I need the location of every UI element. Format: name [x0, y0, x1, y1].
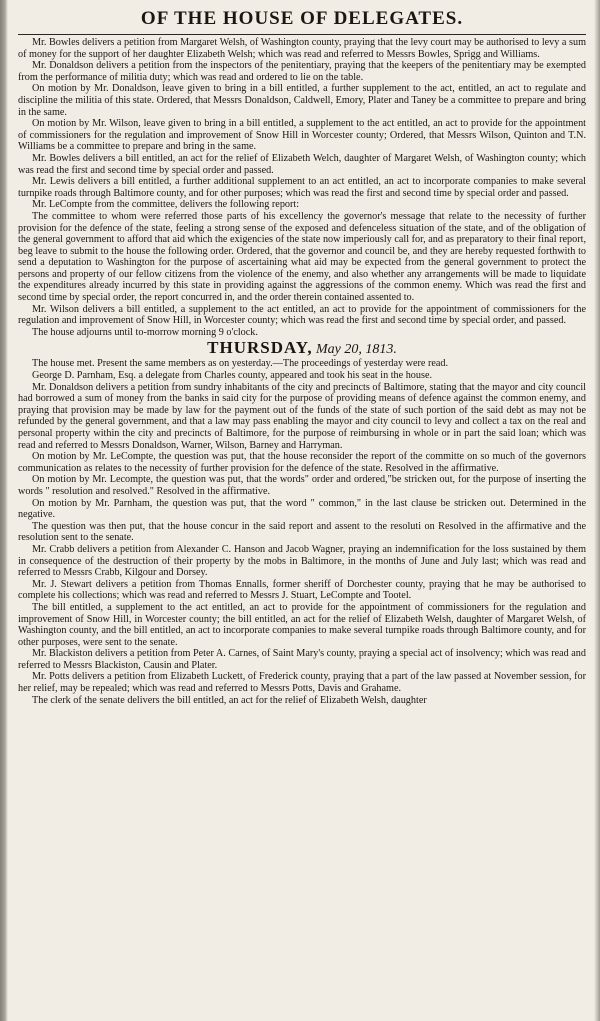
paragraph: Mr. Donaldson delivers a petition from sundry inhabitants of the city and precincts of Baltimore, stating that the mayor and city council had borrowed a sum of money from the banks in said city for the purpose of providing means of defence against the common enemy, and praying that provision may be made by law for the payment out of the funds of the state of such portion of the said debt as may not be refunded by the general government, and that a law may pass enabling the mayor and city council to levy and collect a tax on the real and personal property within the city and precincts of Baltimore, for the purpose of reimbursing in whole or in part the said loan; which was read and referred to Messrs Donaldson, Warner, Wilson, Barney and Harryman. [18, 381, 586, 451]
paragraph: Mr. Bowles delivers a petition from Margaret Welsh, of Washington county, praying that the levy court may be authorised to levy a sum of money for the support of her daughter Elizabeth Welsh; which was read and referred to Messrs Bowles, Sprigg and Williams. [18, 37, 586, 60]
paragraph: Mr. Blackiston delivers a petition from Peter A. Carnes, of Saint Mary's county, praying a special act of insolvency; which was read and referred to Messrs Blackiston, Causin and Plater. [18, 648, 586, 671]
page-edge-shadow-left [0, 0, 8, 1021]
section-proceedings-may-19 [18, 37, 586, 338]
paragraph: Mr. Bowles delivers a bill entitled, an act for the relief of Elizabeth Welch, daughter of Margaret Welsh, of Washington county; which was read the first and second time by special order and passed. [18, 152, 586, 176]
paragraph: Mr. Donaldson delivers a petition from the inspectors of the penitentiary, praying that the keepers of the penitentiary may be exempted from the performance of militia duty; which was read and ordered to lie on the table. [18, 60, 586, 83]
paragraph: George D. Parnham, Esq. a delegate from Charles county, appeared and took his seat in the house. [32, 370, 433, 382]
paragraph: On motion by Mr. Parnham, the question was put, that the word " common," in the last clause be stricken out. Determined in the negative. [18, 497, 586, 521]
paragraph: Mr. Lewis delivers a bill entitled, a further additional supplement to an act entitled, an act to incorporate companies to make several turnpike roads through Baltimore county, and for other purposes; which was read the first and second time by special order and passed. [18, 176, 586, 199]
date-heading [18, 340, 586, 357]
paragraph: The house adjourns until to-morrow morning 9 o'clock. [32, 326, 258, 338]
paragraph: Mr. Crabb delivers a petition from Alexander C. Hanson and Jacob Wagner, praying an indemnification for the loss sustained by them in consequence of the destruction of their property by the mobs in Baltimore, in the months of June and July last; which was read and referred to Messrs Crabb, Kilgour and Dorsey. [18, 543, 586, 579]
paragraph: The bill entitled, a supplement to the act entitled, an act to provide for the appointment of commissioners for the regulation and improvement of Snow Hill, in Worcester county; the bill entitled, an act for the relief of Elizabeth Welsh, daughter of Margaret Welsh, of Washington county, and the bill entitled, an act to incorporate companies to make several turnpike roads through Baltimore county, and for other purposes, were sent to the senate. [18, 601, 586, 648]
paragraph: Mr. J. Stewart delivers a petition from Thomas Ennalls, former sheriff of Dorchester county, praying that he may be authorised to complete his collections; which was read and referred to Messrs J. Stuart, LeCompte and Tootel. [18, 578, 586, 602]
paragraph: On motion by Mr. Lecompte, the question was put, that the words" order and ordered,"be stricken out, for the purpose of inserting the words " resolution and resolved." Resolved in the affirmative. [18, 474, 586, 497]
paragraph: Mr. Potts delivers a petition from Elizabeth Luckett, of Frederick county, praying that a part of the law passed at November session, for her relief, may be repealed; which was read and referred to Messrs Potts, Davis and Grahame. [18, 671, 586, 695]
paragraph: The clerk of the senate delivers the bill entitled, an act for the relief of Elizabeth Welsh, daughter [32, 694, 427, 706]
paragraph: Mr. LeCompte from the committee, delivers the following report: [32, 199, 300, 211]
date-heading-day: THURSDAY, [207, 338, 313, 358]
paragraph: The committee to whom were referred those parts of his excellency the governor's message that relate to the necessity of further provision for the defence of the state, feeling a strong sense of the exposed and defenceless situation of the state, and of the obligation of the general government to afford that aid which the exigencies of the state now imperiously call for, and as preparatory to their final report, beg leave to submit to the house the following order. Ordered, that the governor and council be, and they are hereby requested forthwith to send a deputation to Washington for the purpose of ascertaining what aid may be expected from the general government to protect the persons and property of our fellow citizens from the violence of the enemy, and also whether any arrangements will be made to liquidate the expenditures already incurred by this state in providing against the aggressions of the common enemy. Which was read the first and second time by special order, the report concurred in, and the order therein contained assented to. [18, 210, 586, 304]
page-title: OF THE HOUSE OF DELEGATES. [140, 8, 464, 29]
section-proceedings-may-20 [18, 358, 586, 706]
title-rule [18, 34, 586, 35]
paragraph: Mr. Wilson delivers a bill entitled, a supplement to the act entitled, an act to provide for the appointment of commissioners for the regulation and improvement of Snow Hill, in Worcester county; which was read the first and second time by special order, and passed. [18, 303, 586, 327]
page-edge-shadow-right [594, 0, 600, 1021]
paragraph: On motion by Mr. Donaldson, leave given to bring in a bill entitled, a further supplement to the act, entitled, an act to regulate and discipline the militia of this state. Ordered, that Messrs Donaldson, Caldwell, Emory, Plater and Taney be a committee to prepare and bring in the same. [18, 83, 586, 118]
paragraph: On motion by Mr. LeCompte, the question was put, that the house reconsider the report of the committe on so much of the governors communication as relates to the necessity of further provision for the defence of the state. Resolved in the affirmative. [18, 451, 586, 474]
paragraph: The house met. Present the same members as on yesterday.—The proceedings of yesterday were read. [32, 358, 449, 370]
paragraph: The question was then put, that the house concur in the said report and assent to the resoluti on Resolved in the affirmative and the resolution sent to the senate. [18, 520, 586, 544]
date-heading-date: May 20, 1813. [315, 342, 397, 358]
paragraph: On motion by Mr. Wilson, leave given to bring in a bill entitled, a supplement to the act entitled, an act to provide for the appointment of commissioners for the regulation and improvement of Snow Hill in Worcester county; Ordered, that Messrs Wilson, Quinton and T.N. Williams be a committee to prepare and bring in the same. [18, 118, 586, 153]
